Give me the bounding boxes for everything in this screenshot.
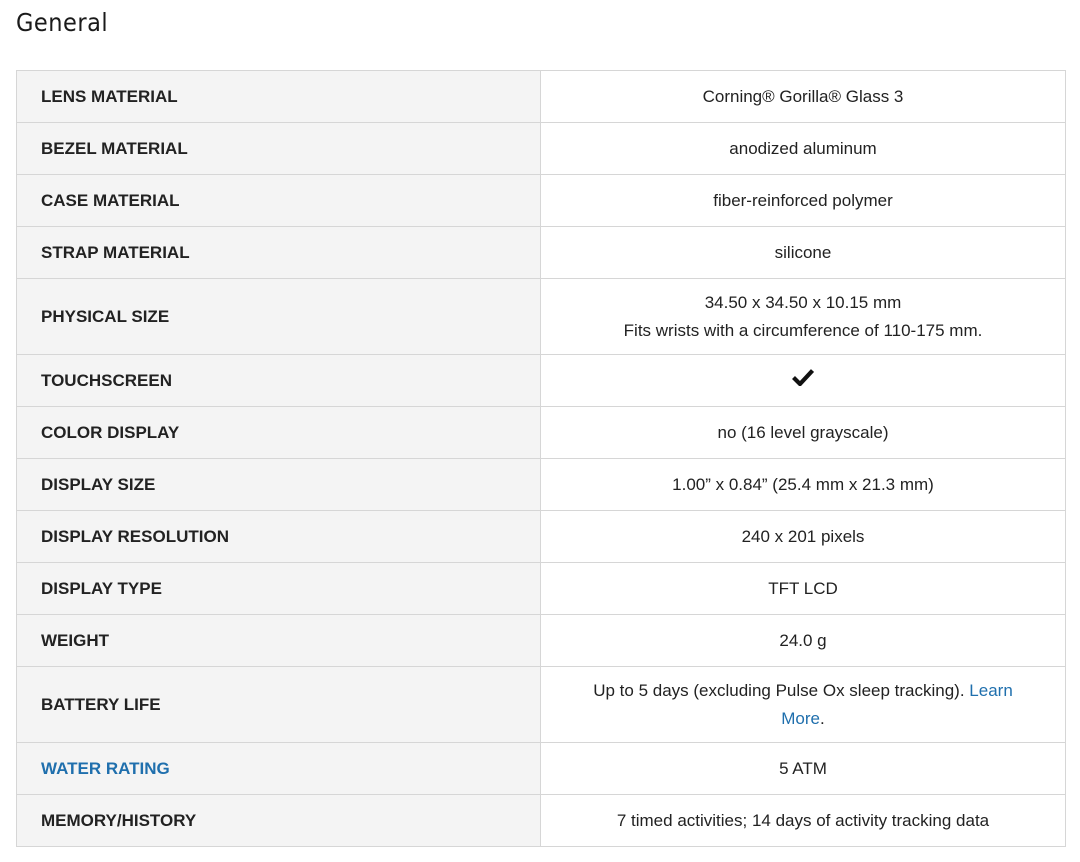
spec-row-strap-material xyxy=(17,227,1066,279)
spec-label: LENS MATERIAL xyxy=(17,71,541,123)
section-title: General xyxy=(16,8,109,37)
spec-label: BATTERY LIFE xyxy=(17,667,541,743)
spec-label: STRAP MATERIAL xyxy=(17,227,541,279)
spec-value: anodized aluminum xyxy=(541,123,1066,175)
spec-row-bezel-material xyxy=(17,123,1066,175)
spec-value: TFT LCD xyxy=(541,563,1066,615)
spec-row-display-size xyxy=(17,459,1066,511)
spec-row-battery-life xyxy=(17,667,1066,743)
spec-row-weight xyxy=(17,615,1066,667)
spec-row-memory-history xyxy=(17,795,1066,847)
spec-row-water-rating xyxy=(17,743,1066,795)
spec-value: Corning® Gorilla® Glass 3 xyxy=(541,71,1066,123)
spec-label: CASE MATERIAL xyxy=(17,175,541,227)
spec-row-touchscreen xyxy=(17,355,1066,407)
spec-row-lens-material xyxy=(17,71,1066,123)
spec-label: COLOR DISPLAY xyxy=(17,407,541,459)
spec-row-color-display xyxy=(17,407,1066,459)
spec-value xyxy=(541,279,1066,355)
spec-row-case-material xyxy=(17,175,1066,227)
spec-value: 24.0 g xyxy=(541,615,1066,667)
spec-label: DISPLAY SIZE xyxy=(17,459,541,511)
spec-value: 7 timed activities; 14 days of activity tracking data xyxy=(541,795,1066,847)
checkmark-icon xyxy=(792,367,814,395)
spec-value: silicone xyxy=(541,227,1066,279)
battery-life-trailing: . xyxy=(820,708,825,728)
spec-label: WEIGHT xyxy=(17,615,541,667)
spec-value: no (16 level grayscale) xyxy=(541,407,1066,459)
spec-row-display-resolution xyxy=(17,511,1066,563)
spec-label: TOUCHSCREEN xyxy=(17,355,541,407)
spec-value: 5 ATM xyxy=(541,743,1066,795)
spec-label: PHYSICAL SIZE xyxy=(17,279,541,355)
water-rating-link[interactable]: WATER RATING xyxy=(17,743,541,795)
spec-value xyxy=(541,667,1066,743)
spec-label: DISPLAY TYPE xyxy=(17,563,541,615)
physical-size-dimensions: 34.50 x 34.50 x 10.15 mm xyxy=(704,292,902,312)
spec-value: fiber-reinforced polymer xyxy=(541,175,1066,227)
spec-value: 240 x 201 pixels xyxy=(541,511,1066,563)
battery-life-text: Up to 5 days (excluding Pulse Ox sleep tracking). xyxy=(593,680,965,700)
physical-size-fit-note: Fits wrists with a circumference of 110-175 mm. xyxy=(623,320,983,340)
specs-table xyxy=(16,70,1066,847)
spec-label: DISPLAY RESOLUTION xyxy=(17,511,541,563)
spec-row-physical-size xyxy=(17,279,1066,355)
spec-row-display-type xyxy=(17,563,1066,615)
spec-value: 1.00” x 0.84” (25.4 mm x 21.3 mm) xyxy=(541,459,1066,511)
learn-more-link[interactable]: Learn More xyxy=(781,680,1013,728)
spec-label: BEZEL MATERIAL xyxy=(17,123,541,175)
spec-value xyxy=(541,355,1066,407)
spec-label: MEMORY/HISTORY xyxy=(17,795,541,847)
